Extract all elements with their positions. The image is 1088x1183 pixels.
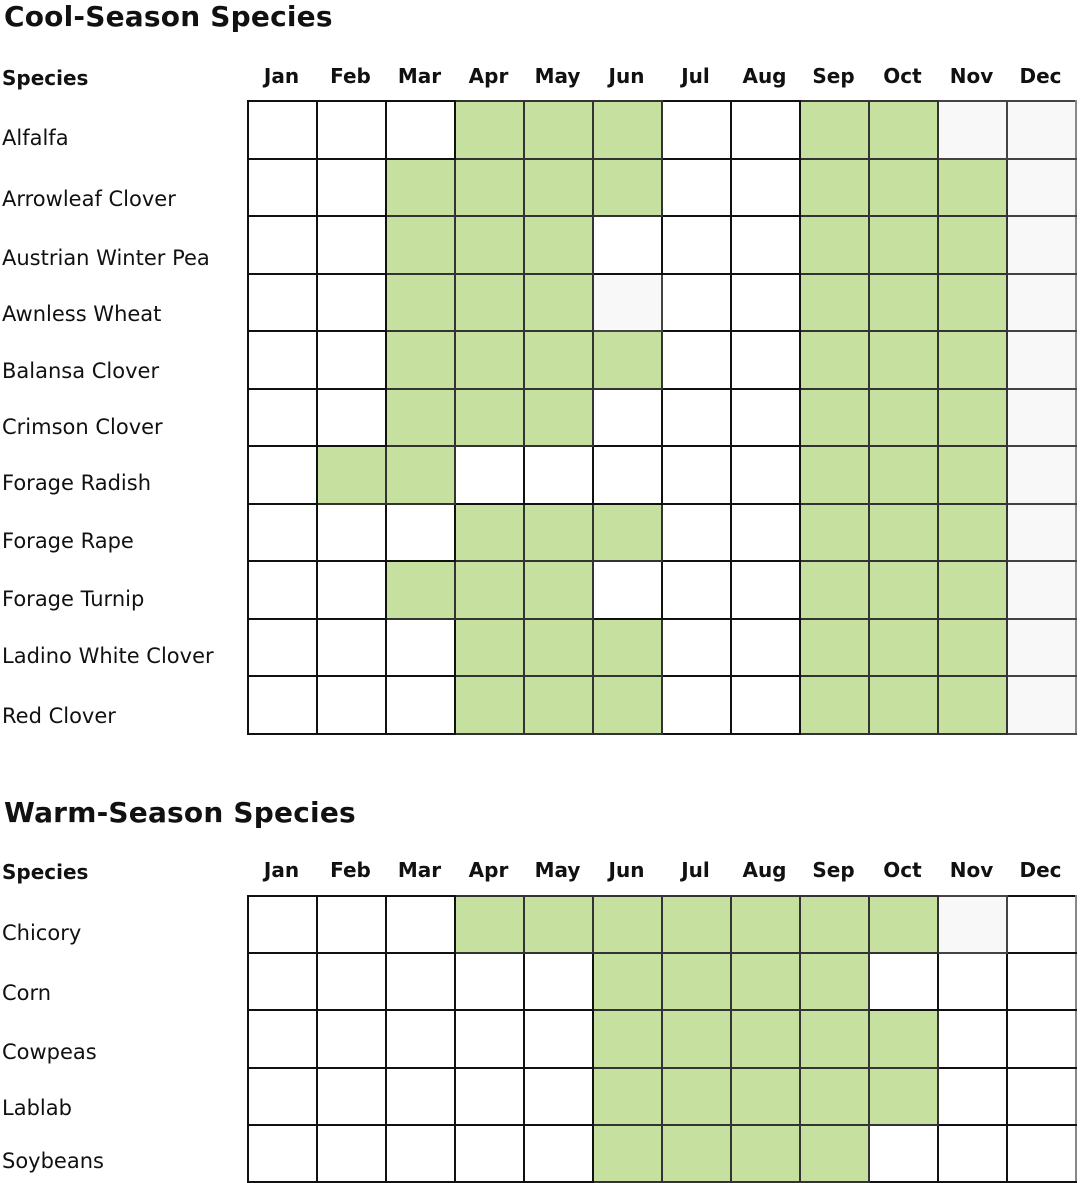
- cell-sep: [800, 274, 869, 332]
- species-label: Forage Radish: [2, 471, 152, 495]
- cell-apr: [455, 953, 524, 1010]
- cell-dec: [1007, 1068, 1076, 1125]
- cell-sep: [800, 1068, 869, 1125]
- month-header-jan: Jan: [263, 858, 300, 882]
- cell-may: [524, 159, 593, 217]
- table-row: [248, 1010, 1076, 1067]
- month-header-nov: Nov: [949, 64, 994, 88]
- cell-jun: [593, 101, 662, 159]
- cell-oct: [869, 389, 938, 447]
- cell-jul: [662, 101, 731, 159]
- cell-feb: [317, 896, 386, 953]
- cell-feb: [317, 1125, 386, 1182]
- table-row: [248, 953, 1076, 1010]
- cell-jan: [248, 274, 317, 332]
- cell-may: [524, 1068, 593, 1125]
- cell-oct: [869, 216, 938, 274]
- cell-jul: [662, 331, 731, 389]
- table-row: [248, 159, 1076, 217]
- cell-aug: [731, 159, 800, 217]
- cell-feb: [317, 953, 386, 1010]
- cell-jul: [662, 953, 731, 1010]
- cell-oct: [869, 159, 938, 217]
- cell-mar: [386, 331, 455, 389]
- cell-nov: [938, 504, 1007, 562]
- cell-sep: [800, 676, 869, 734]
- table-row: [248, 389, 1076, 447]
- species-label: Awnless Wheat: [2, 302, 162, 326]
- cell-oct: [869, 1068, 938, 1125]
- cell-sep: [800, 389, 869, 447]
- cell-jan: [248, 446, 317, 504]
- cell-jul: [662, 159, 731, 217]
- cell-dec: [1007, 1125, 1076, 1182]
- cell-nov: [938, 1068, 1007, 1125]
- cell-feb: [317, 619, 386, 677]
- cell-apr: [455, 504, 524, 562]
- table-row: [248, 216, 1076, 274]
- month-header-aug: Aug: [742, 858, 787, 882]
- table-row: [248, 561, 1076, 619]
- warm-season-title: Warm-Season Species: [4, 796, 356, 829]
- cell-nov: [938, 619, 1007, 677]
- cell-feb: [317, 274, 386, 332]
- cell-may: [524, 216, 593, 274]
- cell-mar: [386, 953, 455, 1010]
- cell-sep: [800, 561, 869, 619]
- cell-oct: [869, 619, 938, 677]
- cell-nov: [938, 1010, 1007, 1067]
- cell-apr: [455, 1068, 524, 1125]
- cell-apr: [455, 446, 524, 504]
- cell-sep: [800, 953, 869, 1010]
- cell-oct: [869, 331, 938, 389]
- cell-oct: [869, 896, 938, 953]
- cell-jul: [662, 274, 731, 332]
- cell-feb: [317, 389, 386, 447]
- cell-jun: [593, 331, 662, 389]
- cell-aug: [731, 331, 800, 389]
- cell-apr: [455, 159, 524, 217]
- cell-oct: [869, 274, 938, 332]
- cell-jun: [593, 953, 662, 1010]
- table-row: [248, 676, 1076, 734]
- cell-jul: [662, 1125, 731, 1182]
- cell-dec: [1007, 676, 1076, 734]
- cell-aug: [731, 1068, 800, 1125]
- cell-may: [524, 274, 593, 332]
- cell-feb: [317, 561, 386, 619]
- cell-mar: [386, 619, 455, 677]
- species-label: Cowpeas: [2, 1040, 97, 1064]
- cell-apr: [455, 1125, 524, 1182]
- cell-jun: [593, 504, 662, 562]
- cell-jun: [593, 1125, 662, 1182]
- month-header-nov: Nov: [949, 858, 994, 882]
- month-header-oct: Oct: [883, 64, 922, 88]
- month-header-jan: Jan: [263, 64, 300, 88]
- species-label: Forage Rape: [2, 529, 134, 553]
- cell-jul: [662, 504, 731, 562]
- cell-nov: [938, 216, 1007, 274]
- cell-may: [524, 101, 593, 159]
- cell-feb: [317, 1068, 386, 1125]
- cell-jan: [248, 1068, 317, 1125]
- cell-dec: [1007, 101, 1076, 159]
- cell-apr: [455, 331, 524, 389]
- cell-nov: [938, 1125, 1007, 1182]
- cell-jul: [662, 619, 731, 677]
- cell-jun: [593, 1010, 662, 1067]
- cell-feb: [317, 216, 386, 274]
- month-header-jul: Jul: [681, 64, 710, 88]
- cell-oct: [869, 1010, 938, 1067]
- cell-mar: [386, 1010, 455, 1067]
- cell-dec: [1007, 504, 1076, 562]
- cell-aug: [731, 953, 800, 1010]
- cell-mar: [386, 101, 455, 159]
- cell-may: [524, 446, 593, 504]
- cell-feb: [317, 446, 386, 504]
- cell-jul: [662, 1010, 731, 1067]
- table-row: [248, 504, 1076, 562]
- cell-nov: [938, 389, 1007, 447]
- month-header-apr: Apr: [468, 858, 509, 882]
- cell-feb: [317, 504, 386, 562]
- cell-jan: [248, 619, 317, 677]
- cell-sep: [800, 1125, 869, 1182]
- warm-season-grid: [247, 895, 1077, 1183]
- cell-sep: [800, 1010, 869, 1067]
- cell-oct: [869, 561, 938, 619]
- cell-dec: [1007, 331, 1076, 389]
- species-label: Alfalfa: [2, 126, 69, 150]
- cell-may: [524, 389, 593, 447]
- species-label: Ladino White Clover: [2, 644, 214, 668]
- cell-aug: [731, 1125, 800, 1182]
- month-header-may: May: [534, 858, 581, 882]
- table-row: [248, 896, 1076, 953]
- table-row: [248, 446, 1076, 504]
- month-header-apr: Apr: [468, 64, 509, 88]
- month-header-sep: Sep: [812, 64, 855, 88]
- cell-feb: [317, 676, 386, 734]
- cell-jul: [662, 676, 731, 734]
- species-label: Austrian Winter Pea: [2, 246, 210, 270]
- cell-jun: [593, 216, 662, 274]
- cell-jul: [662, 446, 731, 504]
- cell-nov: [938, 446, 1007, 504]
- cell-aug: [731, 619, 800, 677]
- cell-nov: [938, 561, 1007, 619]
- cell-mar: [386, 896, 455, 953]
- cell-dec: [1007, 896, 1076, 953]
- cell-jun: [593, 561, 662, 619]
- cell-mar: [386, 561, 455, 619]
- cell-dec: [1007, 619, 1076, 677]
- cell-nov: [938, 274, 1007, 332]
- cell-mar: [386, 676, 455, 734]
- cell-mar: [386, 274, 455, 332]
- cell-apr: [455, 389, 524, 447]
- table-row: [248, 1068, 1076, 1125]
- cell-may: [524, 896, 593, 953]
- cell-feb: [317, 1010, 386, 1067]
- cell-jun: [593, 1068, 662, 1125]
- cell-mar: [386, 504, 455, 562]
- month-header-jul: Jul: [681, 858, 710, 882]
- cell-mar: [386, 389, 455, 447]
- cell-feb: [317, 331, 386, 389]
- cell-may: [524, 331, 593, 389]
- cell-apr: [455, 561, 524, 619]
- cell-apr: [455, 1010, 524, 1067]
- cell-may: [524, 619, 593, 677]
- cell-nov: [938, 331, 1007, 389]
- cell-aug: [731, 504, 800, 562]
- cell-jan: [248, 676, 317, 734]
- species-label: Forage Turnip: [2, 587, 145, 611]
- cell-aug: [731, 389, 800, 447]
- table-row: [248, 101, 1076, 159]
- cell-jan: [248, 953, 317, 1010]
- cell-apr: [455, 619, 524, 677]
- cell-dec: [1007, 274, 1076, 332]
- month-header-jun: Jun: [608, 64, 645, 88]
- cell-may: [524, 953, 593, 1010]
- cell-sep: [800, 446, 869, 504]
- cell-sep: [800, 331, 869, 389]
- cell-nov: [938, 676, 1007, 734]
- cell-mar: [386, 216, 455, 274]
- cell-nov: [938, 953, 1007, 1010]
- species-label: Red Clover: [2, 704, 116, 728]
- month-header-dec: Dec: [1019, 858, 1062, 882]
- cell-jun: [593, 446, 662, 504]
- cell-jan: [248, 331, 317, 389]
- cell-mar: [386, 159, 455, 217]
- month-header-mar: Mar: [397, 858, 442, 882]
- cell-dec: [1007, 216, 1076, 274]
- species-label: Chicory: [2, 921, 82, 945]
- table-row: [248, 619, 1076, 677]
- cell-jun: [593, 274, 662, 332]
- species-label: Lablab: [2, 1096, 72, 1120]
- cell-aug: [731, 101, 800, 159]
- cell-oct: [869, 953, 938, 1010]
- cell-oct: [869, 446, 938, 504]
- cell-jun: [593, 896, 662, 953]
- month-header-oct: Oct: [883, 858, 922, 882]
- cell-aug: [731, 1010, 800, 1067]
- cool-season-grid: [247, 100, 1077, 735]
- cell-may: [524, 561, 593, 619]
- month-header-aug: Aug: [742, 64, 787, 88]
- cell-may: [524, 676, 593, 734]
- cell-may: [524, 1010, 593, 1067]
- month-header-feb: Feb: [330, 64, 371, 88]
- cell-dec: [1007, 389, 1076, 447]
- cell-jul: [662, 561, 731, 619]
- cell-jan: [248, 896, 317, 953]
- month-header-mar: Mar: [397, 64, 442, 88]
- cell-feb: [317, 101, 386, 159]
- species-label: Arrowleaf Clover: [2, 187, 176, 211]
- month-header-may: May: [534, 64, 581, 88]
- cool-season-title: Cool-Season Species: [4, 0, 333, 33]
- cell-jan: [248, 101, 317, 159]
- species-label: Crimson Clover: [2, 415, 163, 439]
- cell-jul: [662, 896, 731, 953]
- cell-apr: [455, 896, 524, 953]
- cell-jan: [248, 216, 317, 274]
- cell-apr: [455, 216, 524, 274]
- species-label: Soybeans: [2, 1149, 104, 1173]
- cell-jul: [662, 1068, 731, 1125]
- month-header-feb: Feb: [330, 858, 371, 882]
- cell-dec: [1007, 159, 1076, 217]
- cell-dec: [1007, 1010, 1076, 1067]
- cell-oct: [869, 504, 938, 562]
- cell-jun: [593, 676, 662, 734]
- cell-mar: [386, 446, 455, 504]
- warm-species-header: Species: [2, 860, 89, 884]
- cell-may: [524, 504, 593, 562]
- cell-mar: [386, 1068, 455, 1125]
- cell-aug: [731, 561, 800, 619]
- cell-nov: [938, 101, 1007, 159]
- cell-jan: [248, 1125, 317, 1182]
- cell-jun: [593, 619, 662, 677]
- cell-jun: [593, 159, 662, 217]
- month-header-sep: Sep: [812, 858, 855, 882]
- cell-feb: [317, 159, 386, 217]
- species-label: Balansa Clover: [2, 359, 160, 383]
- cell-aug: [731, 676, 800, 734]
- cell-aug: [731, 896, 800, 953]
- month-header-dec: Dec: [1019, 64, 1062, 88]
- table-row: [248, 331, 1076, 389]
- cell-mar: [386, 1125, 455, 1182]
- cell-aug: [731, 446, 800, 504]
- cell-jul: [662, 216, 731, 274]
- cell-jun: [593, 389, 662, 447]
- cell-sep: [800, 504, 869, 562]
- cell-aug: [731, 216, 800, 274]
- cell-aug: [731, 274, 800, 332]
- cell-sep: [800, 216, 869, 274]
- cell-jul: [662, 389, 731, 447]
- cell-jan: [248, 389, 317, 447]
- cool-species-header: Species: [2, 66, 89, 90]
- cell-jan: [248, 561, 317, 619]
- cell-nov: [938, 896, 1007, 953]
- species-label: Corn: [2, 981, 52, 1005]
- cell-oct: [869, 101, 938, 159]
- cell-oct: [869, 1125, 938, 1182]
- cell-nov: [938, 159, 1007, 217]
- cell-sep: [800, 896, 869, 953]
- cell-may: [524, 1125, 593, 1182]
- cell-jan: [248, 1010, 317, 1067]
- cell-sep: [800, 159, 869, 217]
- cell-dec: [1007, 953, 1076, 1010]
- cell-sep: [800, 619, 869, 677]
- cell-jan: [248, 504, 317, 562]
- cell-apr: [455, 676, 524, 734]
- table-row: [248, 1125, 1076, 1182]
- cell-jan: [248, 159, 317, 217]
- cell-oct: [869, 676, 938, 734]
- month-header-jun: Jun: [608, 858, 645, 882]
- cell-sep: [800, 101, 869, 159]
- cell-dec: [1007, 561, 1076, 619]
- cell-apr: [455, 101, 524, 159]
- cell-apr: [455, 274, 524, 332]
- cell-dec: [1007, 446, 1076, 504]
- table-row: [248, 274, 1076, 332]
